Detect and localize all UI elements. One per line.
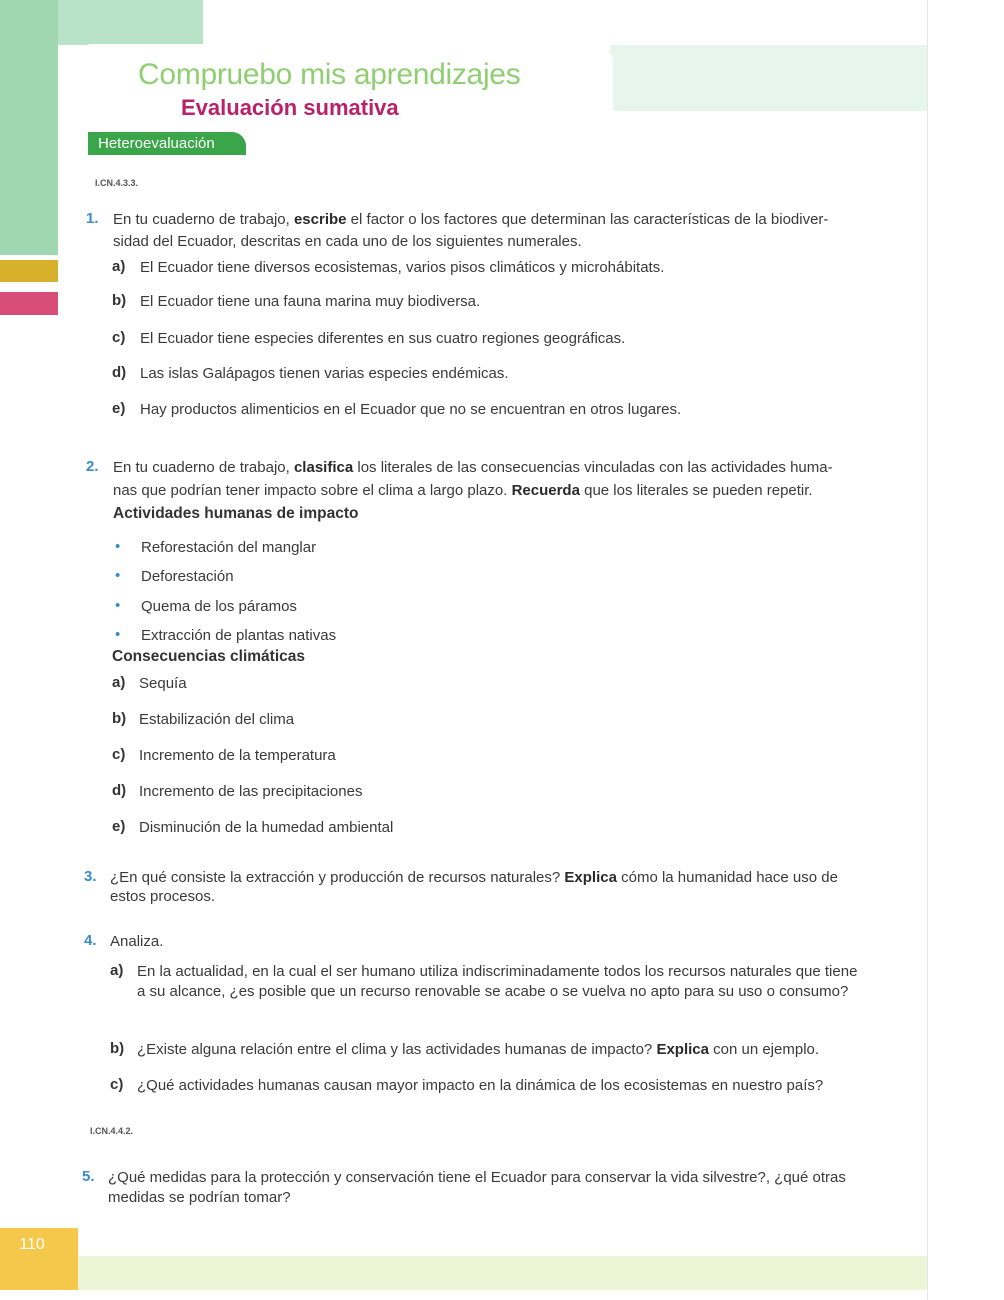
item-letter: a) — [110, 962, 124, 979]
item-text: Las islas Galápagos tienen varias especies endémicas. — [140, 365, 509, 382]
indicator-code: I.CN.4.3.3. — [95, 178, 139, 188]
question-text: ¿En qué consiste la extracción y producción de recursos naturales? Explica cómo la humanidad hace uso de — [110, 869, 838, 886]
item-letter: e) — [112, 400, 126, 417]
activity-item: Quema de los páramos — [141, 598, 297, 615]
footer-band — [58, 1256, 928, 1290]
consequence-item: Sequía — [139, 675, 187, 692]
item-text: El Ecuador tiene una fauna marina muy biodiversa. — [140, 293, 481, 310]
question-text: En tu cuaderno de trabajo, clasifica los literales de las consecuencias vinculadas con las actividades huma- — [113, 459, 833, 476]
item-text: Hay productos alimenticios en el Ecuador que no se encuentran en otros lugares. — [140, 401, 682, 418]
page-edge — [927, 0, 928, 1300]
question-text: En tu cuaderno de trabajo, escribe el factor o los factores que determinan las características de la biodiver- — [113, 211, 829, 228]
page-title: Compruebo mis aprendizajes — [138, 58, 521, 91]
item-letter: c) — [112, 746, 126, 763]
consequences-heading: Consecuencias climáticas — [112, 648, 305, 665]
indicator-code: I.CN.4.4.2. — [90, 1126, 134, 1136]
question-number: 2. — [86, 458, 99, 475]
section-tag: Heteroevaluación — [88, 132, 246, 155]
bullet-icon: • — [115, 597, 121, 614]
item-letter: d) — [112, 364, 127, 381]
yellow-tab-marker — [0, 260, 58, 282]
question-text: ¿Qué medidas para la protección y conservación tiene el Ecuador para conservar la vida silvestre?, ¿qué otras medidas se podrían tomar? — [108, 1169, 846, 1206]
bullet-icon: • — [115, 626, 121, 643]
item-letter: b) — [110, 1040, 125, 1057]
consequence-item: Estabilización del clima — [139, 711, 295, 728]
item-letter: c) — [112, 329, 126, 346]
question-text-line: estos procesos. — [110, 888, 216, 905]
green-header-band — [610, 45, 928, 111]
question-number: 5. — [82, 1168, 95, 1185]
item-text: En la actualidad, en la cual el ser humano utiliza indiscriminadamente todos los recursos naturales que tiene a su alcance, ¿es posible que un recurso renovable se acabe o se vuelva no apto para su uso o consumo? — [137, 963, 858, 1000]
question-text-line: nas que podrían tener impacto sobre el clima a largo plazo. Recuerda que los literales se pueden repetir. — [113, 482, 813, 499]
item-letter: d) — [112, 782, 127, 799]
consequence-item: Incremento de las precipitaciones — [139, 783, 363, 800]
item-letter: e) — [112, 818, 126, 835]
page-number: 110 — [19, 1236, 45, 1253]
pink-tab-marker — [0, 292, 58, 315]
consequence-item: Disminución de la humedad ambiental — [139, 819, 394, 836]
question-number: 3. — [84, 868, 97, 885]
green-margin-block — [0, 0, 58, 255]
item-text: El Ecuador tiene diversos ecosistemas, varios pisos climáticos y microhábitats. — [140, 259, 665, 276]
question-text: Analiza. — [110, 933, 164, 950]
bullet-icon: • — [115, 567, 121, 584]
item-letter: a) — [112, 674, 126, 691]
question-number: 4. — [84, 932, 97, 949]
item-text: ¿Qué actividades humanas causan mayor impacto en la dinámica de los ecosistemas en nuestro país? — [137, 1077, 824, 1094]
bullet-icon: • — [115, 538, 121, 555]
item-letter: b) — [112, 292, 127, 309]
question-number: 1. — [86, 210, 99, 227]
item-text: ¿Existe alguna relación entre el clima y las actividades humanas de impacto? Explica con un ejemplo. — [137, 1041, 820, 1058]
activity-item: Reforestación del manglar — [141, 539, 317, 556]
item-letter: a) — [112, 258, 126, 275]
question-text-line: sidad del Ecuador, descritas en cada uno de los siguientes numerales. — [113, 233, 582, 250]
item-text: El Ecuador tiene especies diferentes en sus cuatro regiones geográficas. — [140, 330, 626, 347]
item-letter: c) — [110, 1076, 124, 1093]
green-top-block — [58, 0, 203, 45]
consequence-item: Incremento de la temperatura — [139, 747, 336, 764]
activities-heading: Actividades humanas de impacto — [113, 505, 359, 522]
activity-item: Deforestación — [141, 568, 234, 585]
page-subtitle: Evaluación sumativa — [181, 95, 399, 120]
item-letter: b) — [112, 710, 127, 727]
activity-item: Extracción de plantas nativas — [141, 627, 337, 644]
